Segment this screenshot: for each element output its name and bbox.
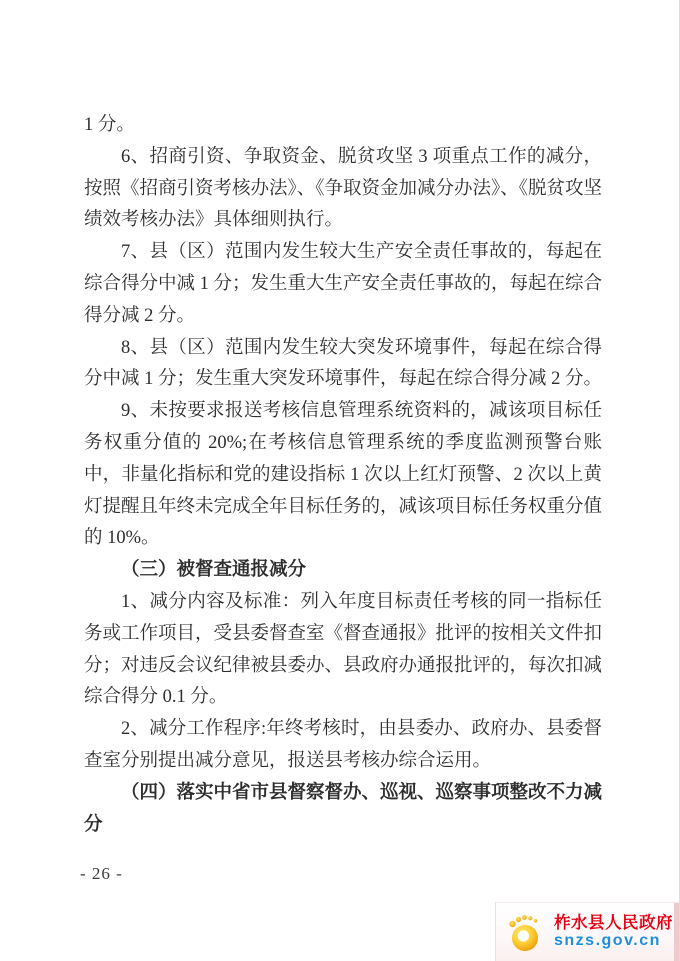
- logo-text: [554, 913, 673, 951]
- section-heading: （三）被督查通报减分: [121, 560, 307, 581]
- paragraph: 2、减分工作程序:年终考核时，由县委办、政府办、县委督查室分别提出减分意见，报送县考核办综合运用。: [84, 719, 602, 771]
- paragraph: 9、未按要求报送考核信息管理系统资料的，减该项目标任务权重分值的 20%;在考核信息管理系统的季度监测预警台账中，非量化指标和党的建设指标 1 次以上红灯预警、2 次以上黄灯提醒且年终未完成全年目标任务的，减该项目标任务权重分值的 10%。: [84, 401, 603, 549]
- footprint-icon: [505, 910, 545, 954]
- paragraph: 8、县（区）范围内发生较大突发环境事件，每起在综合得分中减 1 分；发生重大突发环境事件，每起在综合得分减 2 分。: [84, 337, 603, 390]
- paragraph: 1 分。: [84, 115, 135, 135]
- paragraph: 1、减分内容及标准：列入年度目标责任考核的同一指标任务或工作项目，受县委督查室《督查通报》批评的按相关文件扣分；对违反会议纪律被县委办、县政府办通报批评的，每次扣减综合得分 0.1 分。: [84, 591, 603, 708]
- document-body: [84, 110, 602, 841]
- logo-domain: snzs.gov.cn: [554, 932, 661, 950]
- logo-edge-strip: [674, 903, 679, 961]
- paragraph: 6、招商引资、争取资金、脱贫攻坚 3 项重点工作的减分，按照《招商引资考核办法》、《争取资金加减分办法》、《脱贫攻坚绩效考核办法》具体细则执行。: [84, 146, 603, 231]
- logo-org-name: 柞水县人民政府: [554, 912, 673, 932]
- page-number: - 26 -: [80, 864, 123, 883]
- paragraph: 7、县（区）范围内发生较大生产安全责任事故的，每起在综合得分中减 1 分；发生重大生产安全责任事故的，每起在综合得分减 2 分。: [84, 242, 603, 326]
- site-logo: [495, 902, 679, 961]
- section-heading: （四）落实中省市县督察督办、巡视、巡察事项整改不力减分: [84, 782, 603, 835]
